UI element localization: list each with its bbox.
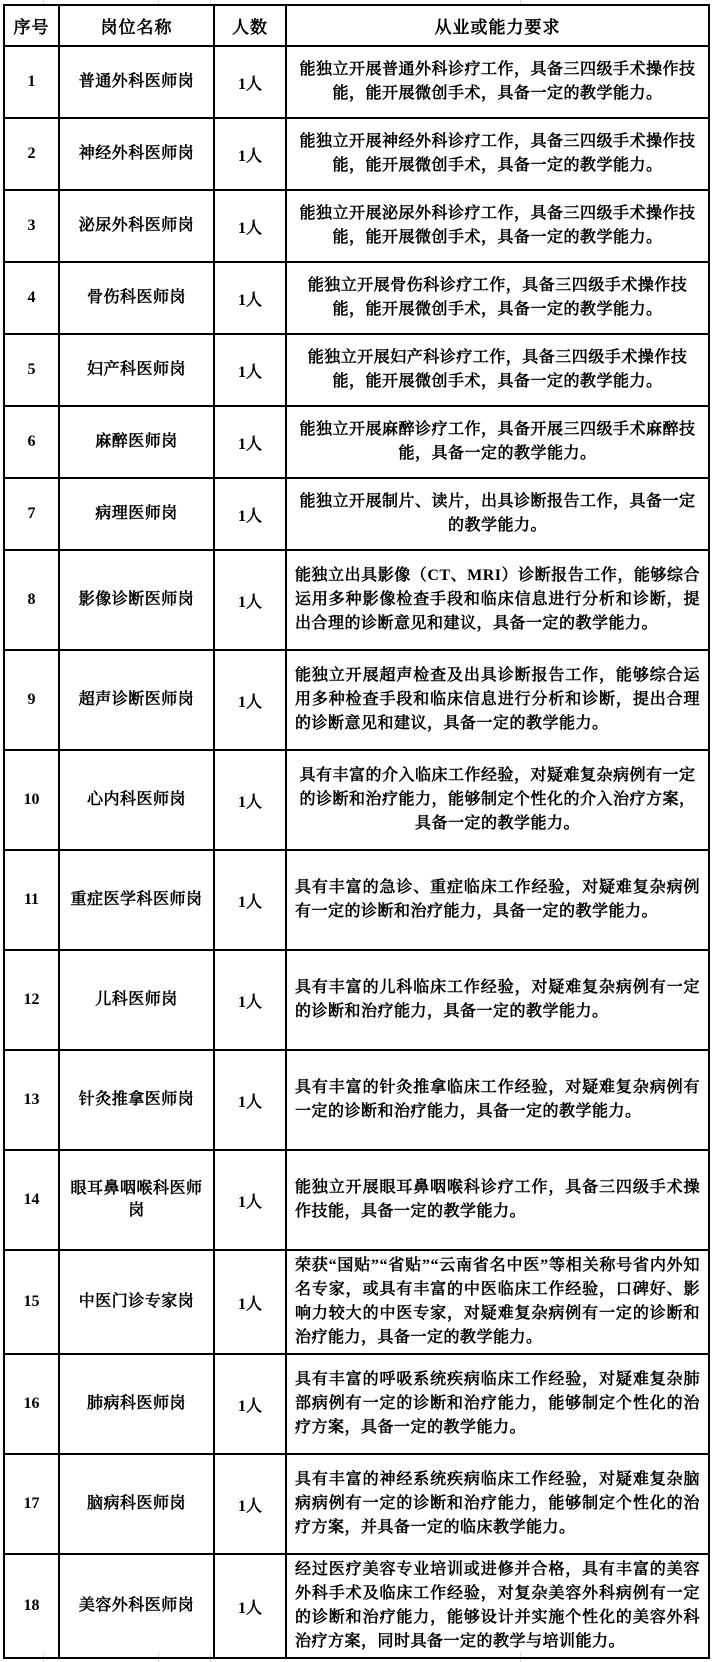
position-name-cell: 影像诊断医师岗	[59, 550, 214, 650]
headcount-cell: 1人	[214, 950, 286, 1050]
table-row	[4, 1554, 709, 1658]
requirement-cell: 具有丰富的针灸推拿临床工作经验，对疑难复杂病例有一定的诊断和治疗能力，具备一定的教学能力。	[286, 1050, 709, 1150]
headcount-cell: 1人	[214, 478, 286, 550]
headcount-cell: 1人	[214, 262, 286, 334]
headcount-cell: 1人	[214, 550, 286, 650]
row-number-cell: 1	[4, 46, 59, 118]
row-number-cell: 7	[4, 478, 59, 550]
table-row	[4, 478, 709, 550]
table-row	[4, 1454, 709, 1554]
header-headcount: 人数	[214, 5, 286, 46]
position-name-cell: 心内科医师岗	[59, 750, 214, 850]
headcount-cell: 1人	[214, 1554, 286, 1658]
row-number-cell: 2	[4, 118, 59, 190]
headcount-cell: 1人	[214, 406, 286, 478]
position-name-cell: 肺病科医师岗	[59, 1354, 214, 1454]
row-number-cell: 5	[4, 334, 59, 406]
table-row	[4, 850, 709, 950]
row-number-cell: 17	[4, 1454, 59, 1554]
position-name-cell: 中医门诊专家岗	[59, 1250, 214, 1354]
row-number-cell: 15	[4, 1250, 59, 1354]
table-row	[4, 650, 709, 750]
position-name-cell: 重症医学科医师岗	[59, 850, 214, 950]
position-name-cell: 普通外科医师岗	[59, 46, 214, 118]
requirement-cell: 经过医疗美容专业培训或进修并合格，具有丰富的美容外科手术及临床工作经验，对复杂美容外科病例有一定的诊断和治疗能力，能够设计并实施个性化的美容外科治疗方案，同时具备一定的教学与培训能力。	[286, 1554, 709, 1658]
requirement-cell: 能独立开展神经外科诊疗工作，具备三四级手术操作技能，能开展微创手术，具备一定的教学能力。	[286, 118, 709, 190]
header-position: 岗位名称	[59, 5, 214, 46]
table-row	[4, 1150, 709, 1250]
row-number-cell: 3	[4, 190, 59, 262]
position-name-cell: 脑病科医师岗	[59, 1454, 214, 1554]
position-name-cell: 骨伤科医师岗	[59, 262, 214, 334]
row-number-cell: 16	[4, 1354, 59, 1454]
headcount-cell: 1人	[214, 1050, 286, 1150]
headcount-cell: 1人	[214, 1454, 286, 1554]
headcount-cell: 1人	[214, 1150, 286, 1250]
position-name-cell: 眼耳鼻咽喉科医师岗	[59, 1150, 214, 1250]
table-row	[4, 334, 709, 406]
table-row	[4, 950, 709, 1050]
requirement-cell: 具有丰富的急诊、重症临床工作经验，对疑难复杂病例有一定的诊断和治疗能力，具备一定的教学能力。	[286, 850, 709, 950]
requirement-cell: 能独立开展妇产科诊疗工作，具备三四级手术操作技能，能开展微创手术，具备一定的教学能力。	[286, 334, 709, 406]
table-row	[4, 406, 709, 478]
position-name-cell: 神经外科医师岗	[59, 118, 214, 190]
row-number-cell: 11	[4, 850, 59, 950]
requirement-cell: 具有丰富的呼吸系统疾病临床工作经验，对疑难复杂肺部病例有一定的诊断和治疗能力，能够制定个性化的治疗方案，具备一定的教学能力。	[286, 1354, 709, 1454]
table-row	[4, 262, 709, 334]
headcount-cell: 1人	[214, 190, 286, 262]
table-row	[4, 190, 709, 262]
header-seq-no: 序号	[4, 5, 59, 46]
row-number-cell: 10	[4, 750, 59, 850]
headcount-cell: 1人	[214, 850, 286, 950]
row-number-cell: 4	[4, 262, 59, 334]
headcount-cell: 1人	[214, 1250, 286, 1354]
position-name-cell: 超声诊断医师岗	[59, 650, 214, 750]
requirement-cell: 具有丰富的儿科临床工作经验，对疑难复杂病例有一定的诊断和治疗能力，具备一定的教学能力。	[286, 950, 709, 1050]
position-name-cell: 儿科医师岗	[59, 950, 214, 1050]
position-name-cell: 麻醉医师岗	[59, 406, 214, 478]
position-name-cell: 妇产科医师岗	[59, 334, 214, 406]
requirement-cell: 能独立开展眼耳鼻咽喉科诊疗工作，具备三四级手术操作技能，具备一定的教学能力。	[286, 1150, 709, 1250]
requirement-cell: 荣获“国贴”“省贴”“云南省名中医”等相关称号省内外知名专家，或具有丰富的中医临床工作经验，口碑好、影响力较大的中医专家，对疑难复杂病例有一定的诊断和治疗能力，具备一定的教学能力。	[286, 1250, 709, 1354]
row-number-cell: 13	[4, 1050, 59, 1150]
table-row	[4, 750, 709, 850]
header-requirement: 从业或能力要求	[286, 5, 709, 46]
headcount-cell: 1人	[214, 750, 286, 850]
table-row	[4, 1050, 709, 1150]
row-number-cell: 9	[4, 650, 59, 750]
row-number-cell: 18	[4, 1554, 59, 1658]
requirement-cell: 能独立开展超声检查及出具诊断报告工作，能够综合运用多种检查手段和临床信息进行分析和诊断，提出合理的诊断意见和建议，具备一定的教学能力。	[286, 650, 709, 750]
requirement-cell: 能独立开展麻醉诊疗工作，具备开展三四级手术麻醉技能，具备一定的教学能力。	[286, 406, 709, 478]
row-number-cell: 14	[4, 1150, 59, 1250]
position-requirements-table	[3, 4, 710, 1659]
table-row	[4, 46, 709, 118]
table-row	[4, 1354, 709, 1454]
requirement-cell: 能独立出具影像（CT、MRI）诊断报告工作，能够综合运用多种影像检查手段和临床信息进行分析和诊断，提出合理的诊断意见和建议，具备一定的教学能力。	[286, 550, 709, 650]
header-row	[4, 5, 709, 46]
table-row	[4, 118, 709, 190]
position-name-cell: 美容外科医师岗	[59, 1554, 214, 1658]
requirement-cell: 具有丰富的介入临床工作经验，对疑难复杂病例有一定的诊断和治疗能力，能够制定个性化的介入治疗方案，具备一定的教学能力。	[286, 750, 709, 850]
requirement-cell: 能独立开展骨伤科诊疗工作，具备三四级手术操作技能，能开展微创手术，具备一定的教学能力。	[286, 262, 709, 334]
headcount-cell: 1人	[214, 46, 286, 118]
headcount-cell: 1人	[214, 650, 286, 750]
position-name-cell: 泌尿外科医师岗	[59, 190, 214, 262]
requirement-cell: 具有丰富的神经系统疾病临床工作经验，对疑难复杂脑病病例有一定的诊断和治疗能力，能够制定个性化的治疗方案，并具备一定的临床教学能力。	[286, 1454, 709, 1554]
row-number-cell: 6	[4, 406, 59, 478]
row-number-cell: 12	[4, 950, 59, 1050]
table-row	[4, 1250, 709, 1354]
table-row	[4, 550, 709, 650]
position-name-cell: 针灸推拿医师岗	[59, 1050, 214, 1150]
position-name-cell: 病理医师岗	[59, 478, 214, 550]
requirement-cell: 能独立开展泌尿外科诊疗工作，具备三四级手术操作技能，能开展微创手术，具备一定的教学能力。	[286, 190, 709, 262]
headcount-cell: 1人	[214, 118, 286, 190]
headcount-cell: 1人	[214, 1354, 286, 1454]
requirement-cell: 能独立开展普通外科诊疗工作，具备三四级手术操作技能，能开展微创手术，具备一定的教学能力。	[286, 46, 709, 118]
row-number-cell: 8	[4, 550, 59, 650]
headcount-cell: 1人	[214, 334, 286, 406]
requirement-cell: 能独立开展制片、读片，出具诊断报告工作，具备一定的教学能力。	[286, 478, 709, 550]
